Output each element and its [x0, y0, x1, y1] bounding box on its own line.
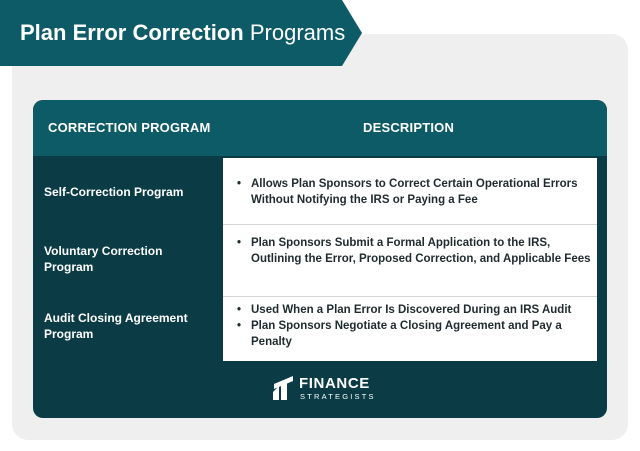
description-voluntary-correction [235, 235, 593, 267]
page-title [20, 20, 345, 46]
finance-strategists-logo [271, 374, 376, 404]
bullet-dot: • [237, 320, 242, 332]
program-name-self-correction: Self-Correction Program [44, 185, 184, 199]
logo-mark-icon [271, 374, 295, 402]
title-light: Programs [249, 20, 346, 45]
row-divider [223, 224, 597, 225]
programs-table [33, 100, 607, 418]
program-name-voluntary-correction: Voluntary Correction Program [44, 244, 163, 274]
bullet-item [235, 318, 593, 350]
bullet-dot: • [237, 178, 242, 190]
bullet-text: Plan Sponsors Submit a Formal Application to the IRS, Outlining the Error, Proposed Correction, and Applicable Fees [251, 237, 591, 265]
logo-wordmark-bottom: STRATEGISTS [300, 392, 376, 401]
bullet-text: Plan Sponsors Negotiate a Closing Agreement and Pay a Penalty [251, 320, 562, 348]
description-self-correction [235, 176, 593, 208]
header-description: DESCRIPTION [363, 120, 455, 135]
bullet-item [235, 176, 593, 208]
program-name-audit-closing: Audit Closing Agreement Program [44, 311, 188, 341]
bullet-item [235, 235, 593, 267]
header-correction-program: CORRECTION PROGRAM [48, 120, 211, 135]
bullet-text: Allows Plan Sponsors to Correct Certain Operational Errors Without Notifying the IRS or Paying a Fee [251, 178, 578, 206]
bullet-item [235, 302, 593, 318]
bullet-dot: • [237, 237, 242, 249]
table-header [33, 100, 607, 156]
bullet-text: Used When a Plan Error Is Discovered During an IRS Audit [251, 304, 572, 316]
description-audit-closing [235, 302, 593, 350]
logo-wordmark-top: FINANCE [299, 375, 370, 392]
bullet-dot: • [237, 304, 242, 316]
row-divider [223, 296, 597, 297]
title-bold: Plan Error Correction [20, 20, 244, 45]
